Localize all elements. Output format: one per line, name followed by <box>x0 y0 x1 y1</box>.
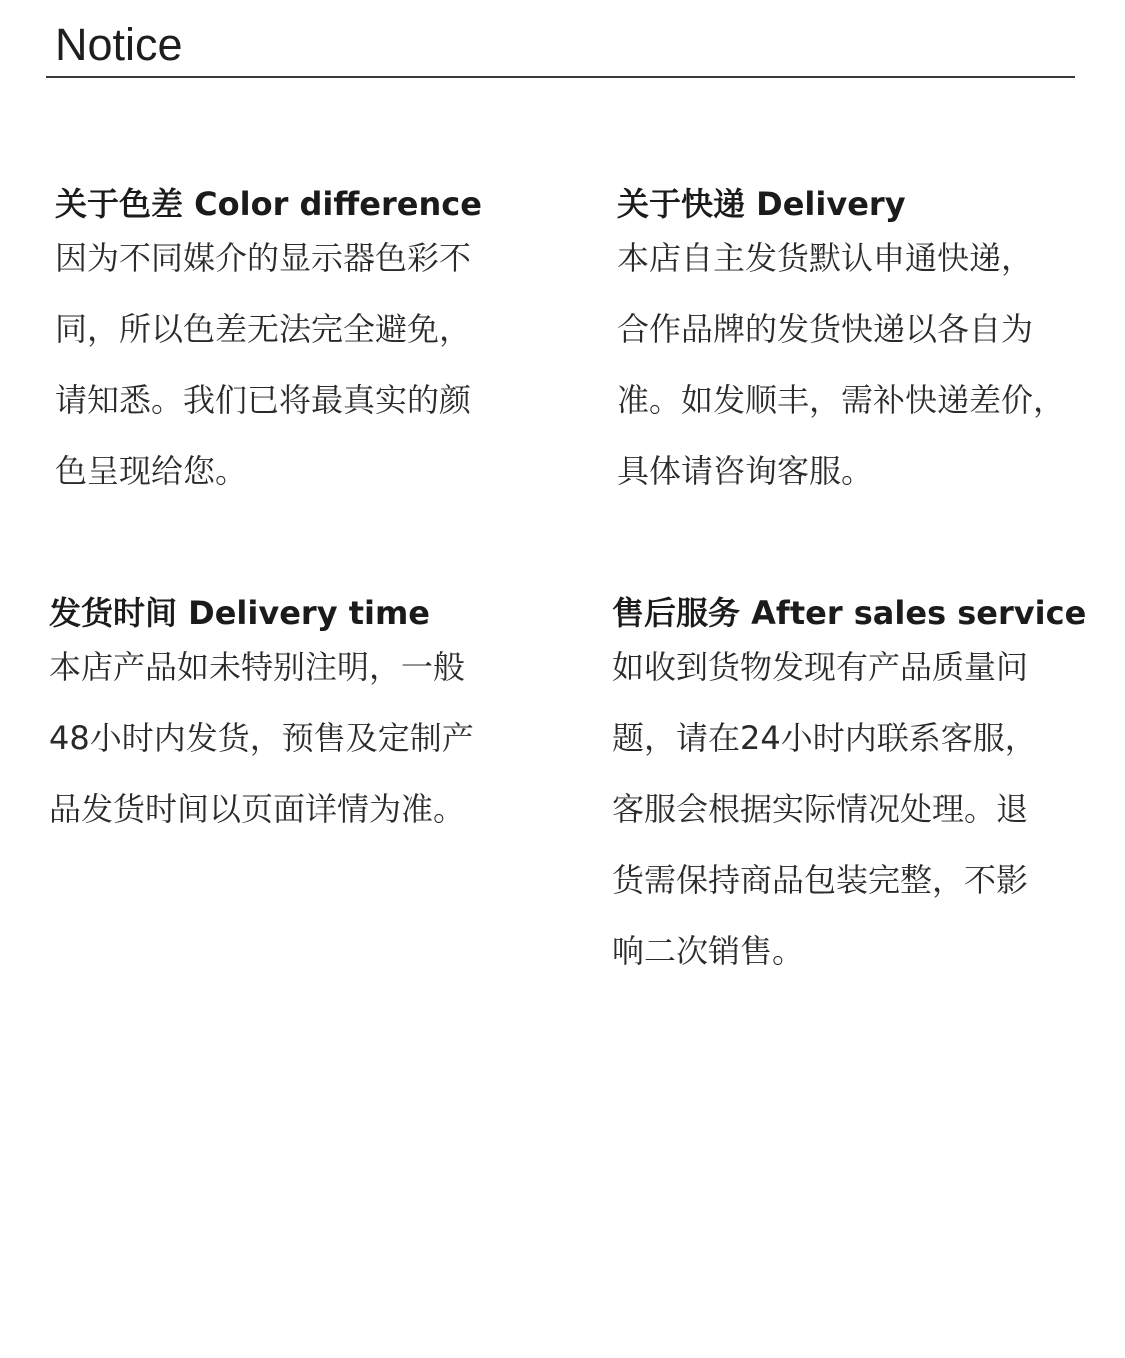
body-line: 本店产品如未特别注明，一般 <box>49 648 466 686</box>
section-body <box>55 241 515 525</box>
section-after-sales-service <box>612 593 1087 1005</box>
body-line: 题，请在24小时内联系客服， <box>612 719 1037 757</box>
section-heading: 关于快递 Delivery <box>617 185 906 223</box>
body-line: 品发货时间以页面详情为准。 <box>49 790 466 828</box>
page-title: Notice <box>55 19 183 70</box>
body-line: 色呈现给您。 <box>55 452 248 490</box>
body-line: 具体请咨询客服。 <box>617 452 874 490</box>
body-line: 响二次销售。 <box>612 932 805 970</box>
body-line: 如收到货物发现有产品质量问 <box>612 648 1029 686</box>
body-line: 本店自主发货默认申通快递， <box>617 239 1034 277</box>
body-line: 同，所以色差无法完全避免， <box>55 310 472 348</box>
section-body <box>49 650 509 863</box>
section-heading: 售后服务 After sales service <box>612 594 1087 632</box>
section-heading: 关于色差 Color difference <box>55 185 482 223</box>
body-line: 客服会根据实际情况处理。退 <box>612 790 1029 828</box>
body-line: 请知悉。我们已将最真实的颜 <box>55 381 472 419</box>
section-delivery-time <box>49 593 509 863</box>
body-line: 货需保持商品包装完整，不影 <box>612 861 1029 899</box>
section-color-difference <box>55 184 515 525</box>
body-line: 合作品牌的发货快递以各自为 <box>617 310 1034 348</box>
body-line: 因为不同媒介的显示器色彩不 <box>55 239 472 277</box>
section-delivery <box>617 184 1077 525</box>
section-body <box>612 650 1072 1005</box>
section-heading: 发货时间 Delivery time <box>49 594 431 632</box>
body-line: 48小时内发货，预售及定制产 <box>49 719 474 757</box>
section-body <box>617 241 1077 525</box>
body-line: 准。如发顺丰，需补快递差价， <box>617 381 1066 419</box>
title-divider <box>46 76 1075 78</box>
